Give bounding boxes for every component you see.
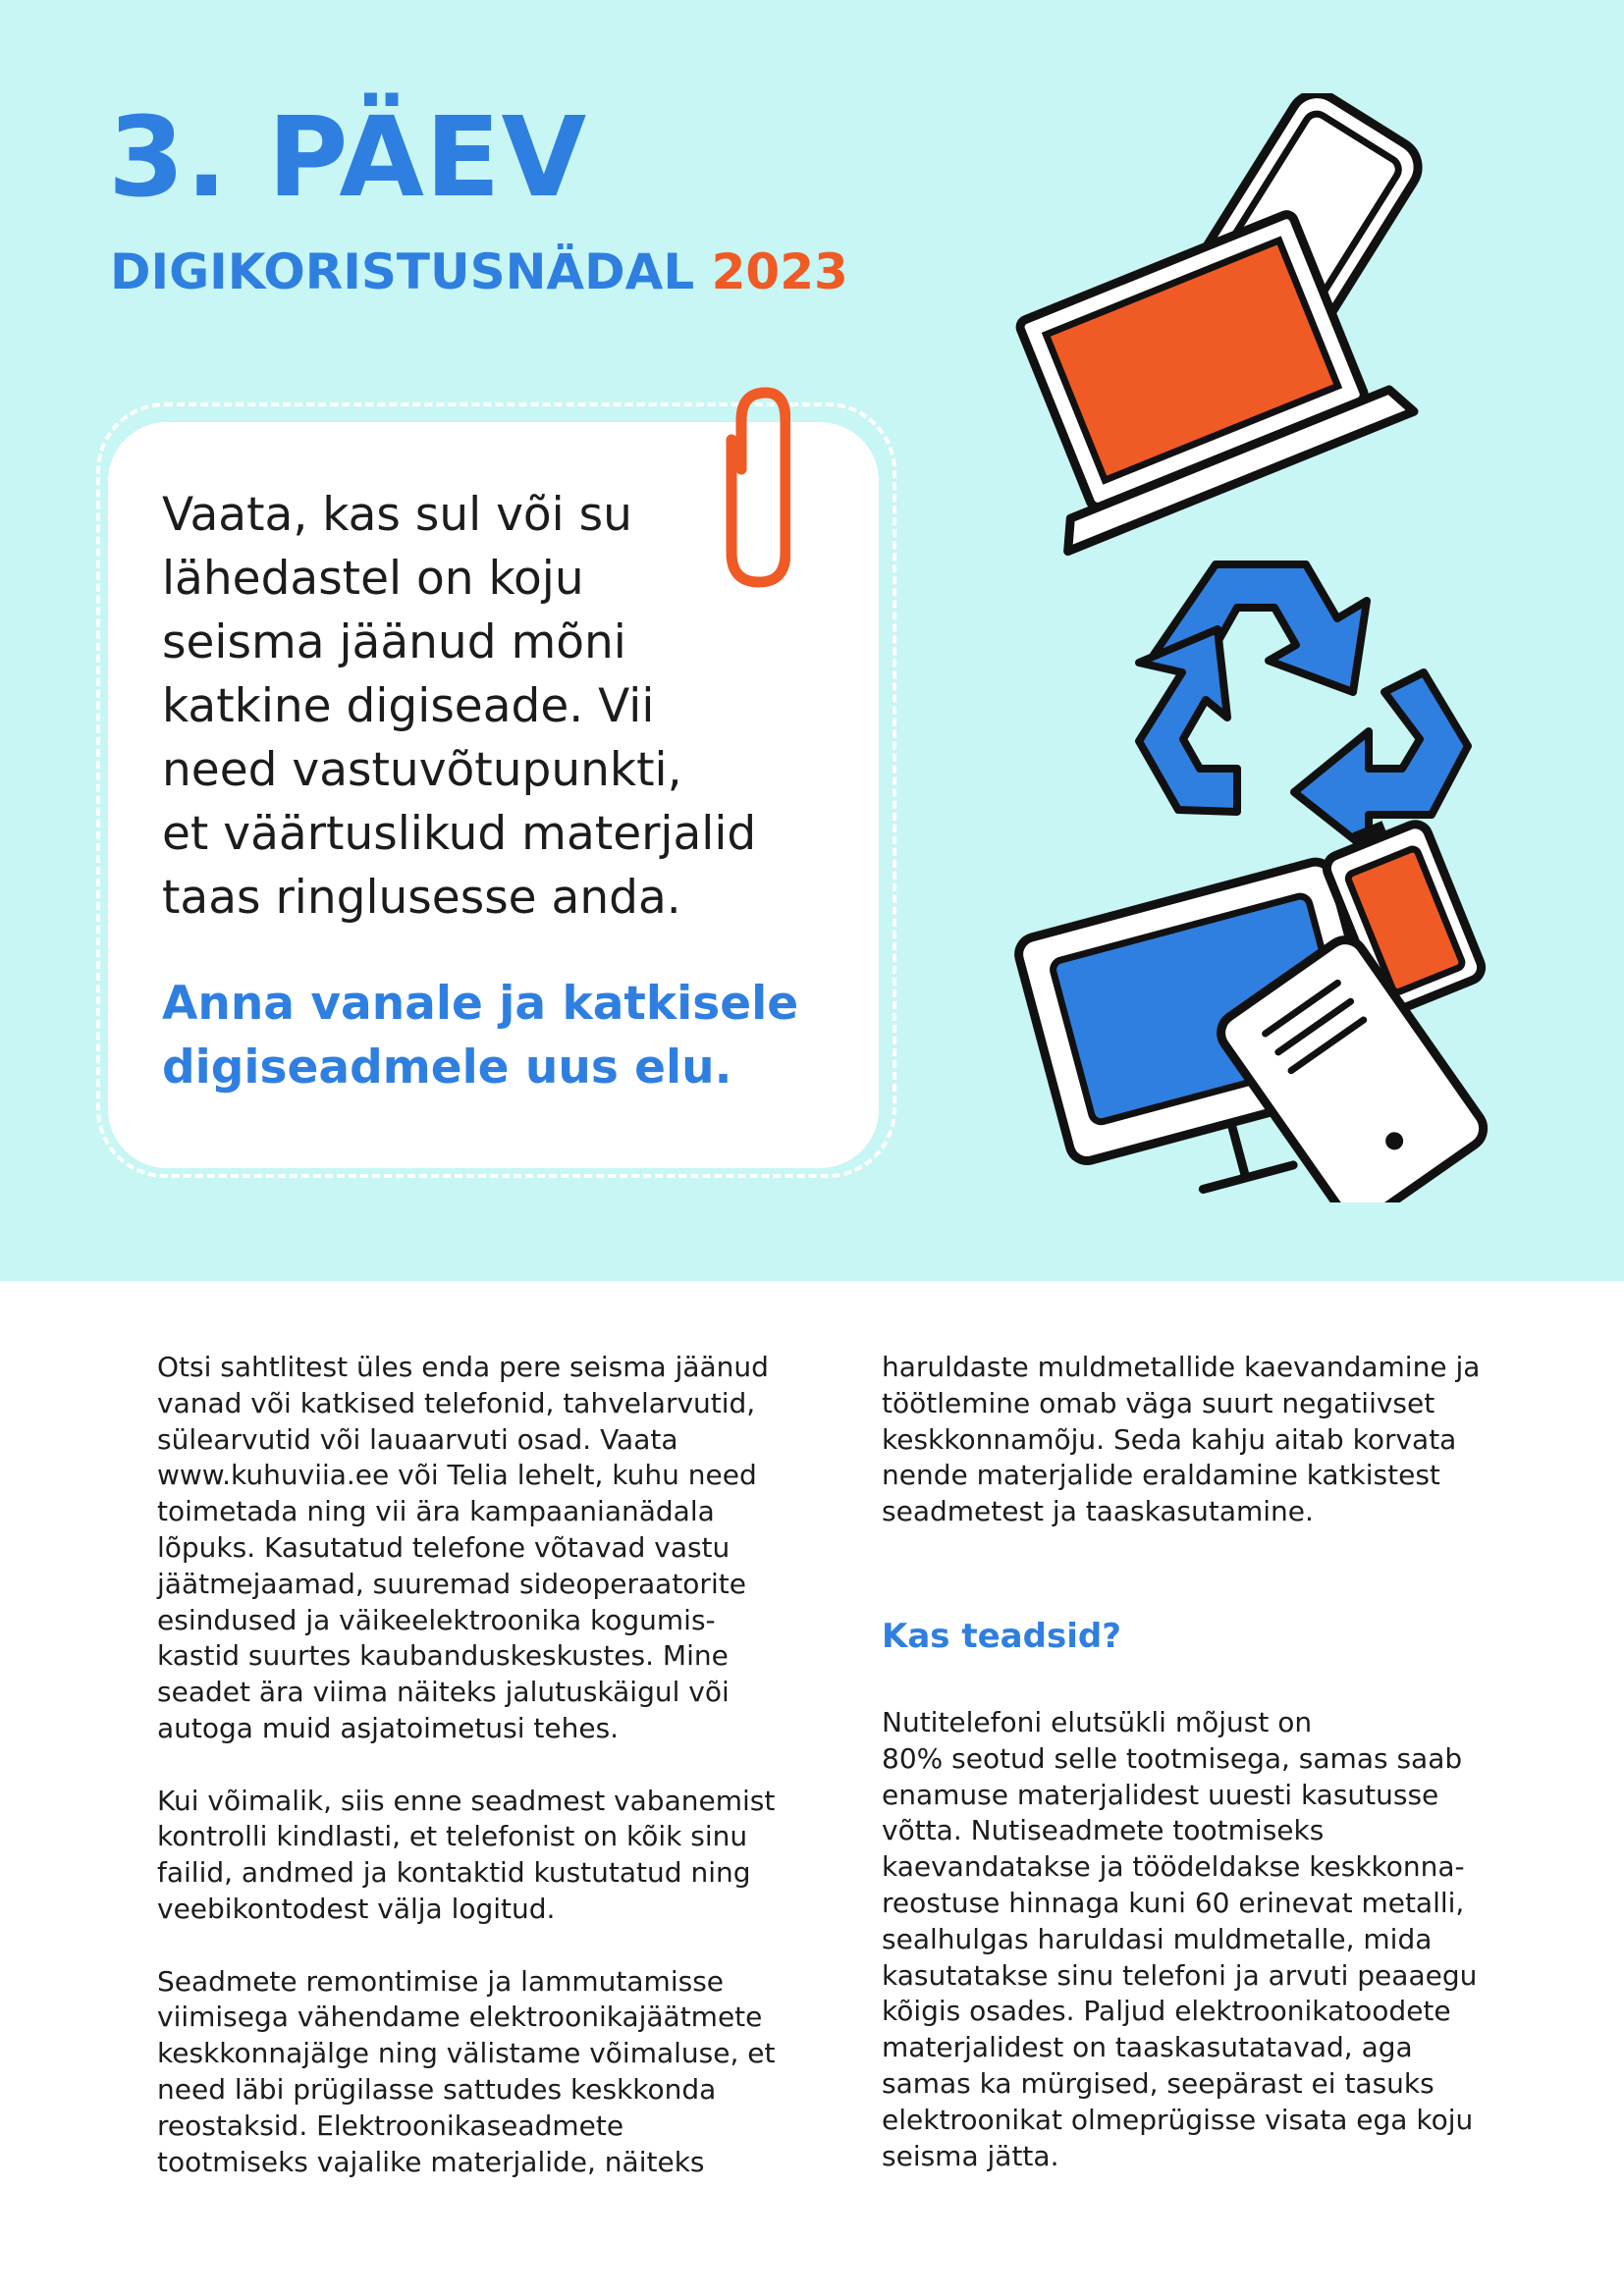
text-line: seadmetest ja taaskasutamine. — [882, 1495, 1314, 1528]
campaign-year: 2023 — [711, 243, 848, 300]
text-line: kaevandatakse ja töödeldakse keskkonna- — [882, 1850, 1465, 1884]
card-line: katkine digiseade. Vii — [162, 679, 655, 733]
text-line: haruldaste muldmetallide kaevandamine ja — [882, 1351, 1481, 1383]
text-line: Otsi sahtlitest üles enda pere seisma jäänud — [157, 1351, 769, 1383]
text-line: reostuse hinnaga kuni 60 erinevat metalli, — [882, 1886, 1465, 1919]
right-column — [882, 1350, 1510, 2174]
text-line: keskkonnajälge ning välistame võimaluse, et — [157, 2037, 776, 2070]
paragraph-wipe-data — [157, 1784, 785, 1928]
card-message — [162, 483, 849, 930]
text-line: lõpuks. Kasutatud telefone võtavad vastu — [157, 1530, 731, 1564]
text-line: kõigis osades. Paljud elektroonikatoodete — [882, 1995, 1451, 2028]
text-line: seadet ära viima näiteks jalutuskäigul või — [157, 1676, 730, 1709]
text-line: töötlemine omab väga suurt negatiivset — [882, 1386, 1435, 1419]
text-line: kastid suurtes kaubanduskeskustes. Mine — [157, 1639, 729, 1673]
card-line: lähedastel on koju — [162, 552, 584, 606]
paragraph-gap — [157, 1928, 785, 1964]
text-line: elektroonikat olmeprügisse visata ega koju — [882, 2103, 1474, 2136]
paragraph-rare-metals — [882, 1350, 1510, 1530]
text-line: tootmiseks vajalike materjalide, näiteks — [157, 2145, 705, 2178]
paragraph-recycling-impact — [157, 1964, 785, 2181]
text-line: vanad või katkised telefonid, tahvelarvutid, — [157, 1386, 756, 1419]
card-line: taas ringlusesse anda. — [162, 871, 681, 925]
campaign-subtitle — [110, 243, 848, 300]
text-line: jäätmejaamad, suuremad sideoperaatorite — [157, 1567, 746, 1600]
text-line: autoga muid asjatoimetusi tehes. — [157, 1711, 620, 1744]
text-line: kontrolli kindlasti, et telefonist on kõik sinu — [157, 1820, 748, 1853]
text-line: seisma jätta. — [882, 2139, 1059, 2172]
text-line: Nutitelefoni elutsükli mõjust on — [882, 1705, 1313, 1738]
card-line: need vastuvõtupunkti, — [162, 743, 682, 797]
text-line: failid, andmed ja kontaktid kustutatud ning — [157, 1856, 751, 1890]
paragraph-gap — [157, 1747, 785, 1784]
left-column — [157, 1350, 785, 2180]
text-line: need läbi prügilasse sattudes keskkonda — [157, 2072, 717, 2106]
text-line: 80% seotud selle tootmisega, samas saab — [882, 1741, 1463, 1775]
card-line: et väärtuslikud materjalid — [162, 807, 757, 861]
did-you-know-heading: Kas teadsid? — [882, 1616, 1121, 1656]
text-line: sealhulgas haruldasi muldmetalle, mida — [882, 1922, 1433, 1955]
text-line: viimisega vähendame elektroonikajäätmete — [157, 2001, 763, 2034]
text-line: toimetada ning vii ära kampaanianädala — [157, 1495, 715, 1528]
text-line: keskkonnamõju. Seda kahju aitab korvata — [882, 1422, 1457, 1456]
devices-illustration — [1011, 93, 1561, 1202]
text-line: reostaksid. Elektroonikaseadmete — [157, 2109, 624, 2142]
section-gap — [882, 1530, 1510, 1617]
campaign-name: DIGIKORISTUSNÄDAL — [110, 243, 695, 300]
section-gap — [882, 1656, 1510, 1705]
text-line: kasutatakse sinu telefoni ja arvuti peaaegu — [882, 1958, 1478, 1992]
paragraph-did-you-know — [882, 1705, 1510, 2174]
text-line: materjalidest on taaskasutatavad, aga — [882, 2031, 1413, 2064]
text-line: enamuse materjalidest uuesti kasutusse — [882, 1778, 1439, 1811]
paragraph-collect-devices — [157, 1350, 785, 1747]
text-line: www.kuhuviia.ee või Telia lehelt, kuhu need — [157, 1459, 757, 1492]
cta-line: Anna vanale ja katkisele — [162, 977, 799, 1031]
text-line: sülearvutid või lauaarvuti osad. Vaata — [157, 1422, 678, 1456]
card-line: seisma jäänud mõni — [162, 615, 626, 669]
recycle-icon — [1139, 564, 1468, 851]
page-title: 3. PÄEV — [108, 94, 588, 222]
cta-line: digiseadmele uus elu. — [162, 1041, 732, 1095]
card-call-to-action — [162, 972, 849, 1099]
text-line: võtta. Nutiseadmete tootmiseks — [882, 1814, 1325, 1847]
card-line: Vaata, kas sul või su — [162, 488, 632, 542]
text-line: Seadmete remontimise ja lammutamisse — [157, 1964, 725, 1998]
text-line: nende materjalide eraldamine katkistest — [882, 1459, 1440, 1492]
text-line: Kui võimalik, siis enne seadmest vabanemist — [157, 1784, 776, 1817]
text-line: veebikontodest välja logitud. — [157, 1892, 556, 1925]
text-line: esindused ja väikeelektroonika kogumis- — [157, 1603, 716, 1636]
text-line: samas ka mürgised, seepärast ei tasuks — [882, 2066, 1435, 2100]
